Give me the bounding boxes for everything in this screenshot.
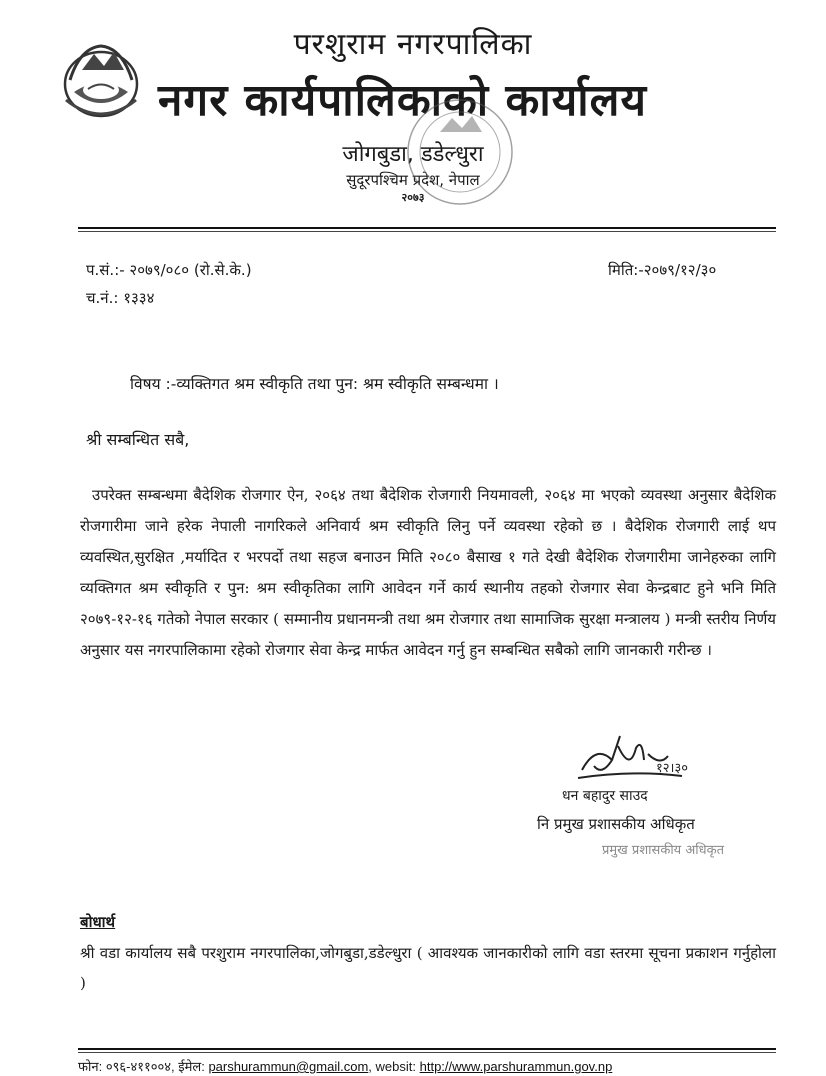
dispatch-number: च.नं.: १३३४ <box>86 289 155 307</box>
header-rule-thin <box>78 231 776 232</box>
footer-website-link[interactable]: http://www.parshurammun.gov.np <box>419 1059 613 1074</box>
salutation: श्री सम्बन्धित सबै, <box>86 430 190 449</box>
letter-body: उपरेक्त सम्बन्धमा बैदेशिक रोजगार ऐन, २०६४ तथा बैदेशिक रोजगारी नियमावली, २०६४ मा भएको व्यवस्था अनुसार बैदेशिक रोजगारीमा जाने हरेक नेपाली नागरिकले अनिवार्य श्रम स्वीकृति लिनु पर्ने व्यवस्था रहेको छ । बैदेशिक रोजगारी लाई थप व्यवस्थित,सुरक्षित ,मर्यादित र भरपर्दो तथा सहज बनाउन मिति २०८० बैसाख १ गते देखी बैदेशिक रोजगारीमा जानेहरुका लागि व्यक्तिगत श्रम स्वीकृति र पुन: श्रम स्वीकृतिका लागि आवेदन गर्ने कार्य स्थानीय तहको रोजगार सेवा केन्द्रबाट हुने भनि मिति २०७९-१२-१६ गतेको नेपाल सरकार ( सम्मानीय प्रधानमन्त्री तथा श्रम रोजगार तथा सामाजिक सुरक्षा मन्त्रालय ) मन्त्री स्तरीय निर्णय अनुसार यस नगरपालिकामा रहेको रोजगार सेवा केन्द्र मार्फत आवेदन गर्नु हुन सम्बन्धित सबैको लागि जानकारी गरीन्छ । <box>80 486 776 659</box>
office-name: नगर कार्यपालिकाको कार्यालय <box>158 75 647 126</box>
signer-name: धन बहादुर साउद <box>562 788 648 804</box>
footer-rule <box>78 1048 776 1050</box>
footer-website-label: , websit: <box>368 1059 416 1074</box>
subject-line: विषय :-व्यक्तिगत श्रम स्वीकृति तथा पुन: श्रम स्वीकृति सम्बन्धमा । <box>130 375 499 393</box>
org-name: परशुराम नगरपालिका <box>293 27 533 62</box>
designation-stamp: प्रमुख प्रशासकीय अधिकृत <box>602 843 725 858</box>
footer-rule-thin <box>78 1052 776 1053</box>
reference-number: प.सं.:- २०७९/०८० (रो.से.के.) <box>86 261 252 279</box>
footer-phone-label: फोन: ०९६-४११००४, ईमेल: <box>78 1059 205 1074</box>
cc-recipients: श्री वडा कार्यालय सबै परशुराम नगरपालिका,जोगबुडा,डडेल्धुरा ( आवश्यक जानकारीको लागि वडा स्तरमा सूचना प्रकाशन गर्नुहोला ) <box>80 944 776 992</box>
cc-heading: बोधार्थ <box>80 913 116 931</box>
footer-contact <box>78 1057 612 1075</box>
signer-title: नि प्रमुख प्रशासकीय अधिकृत <box>537 815 695 833</box>
office-location: जोगबुडा, डडेल्धुरा <box>342 142 484 167</box>
office-seal-icon <box>404 96 516 208</box>
signature-date-note: १२।३० <box>656 761 688 776</box>
province-line: सुदूरपश्चिम प्रदेश, नेपाल <box>346 171 480 189</box>
letter-date: मिति:-२०७९/१२/३० <box>608 261 717 279</box>
establishment-year: २०७३ <box>401 191 425 204</box>
footer-email-link[interactable]: parshurammun@gmail.com <box>208 1059 369 1074</box>
header-rule <box>78 227 776 229</box>
